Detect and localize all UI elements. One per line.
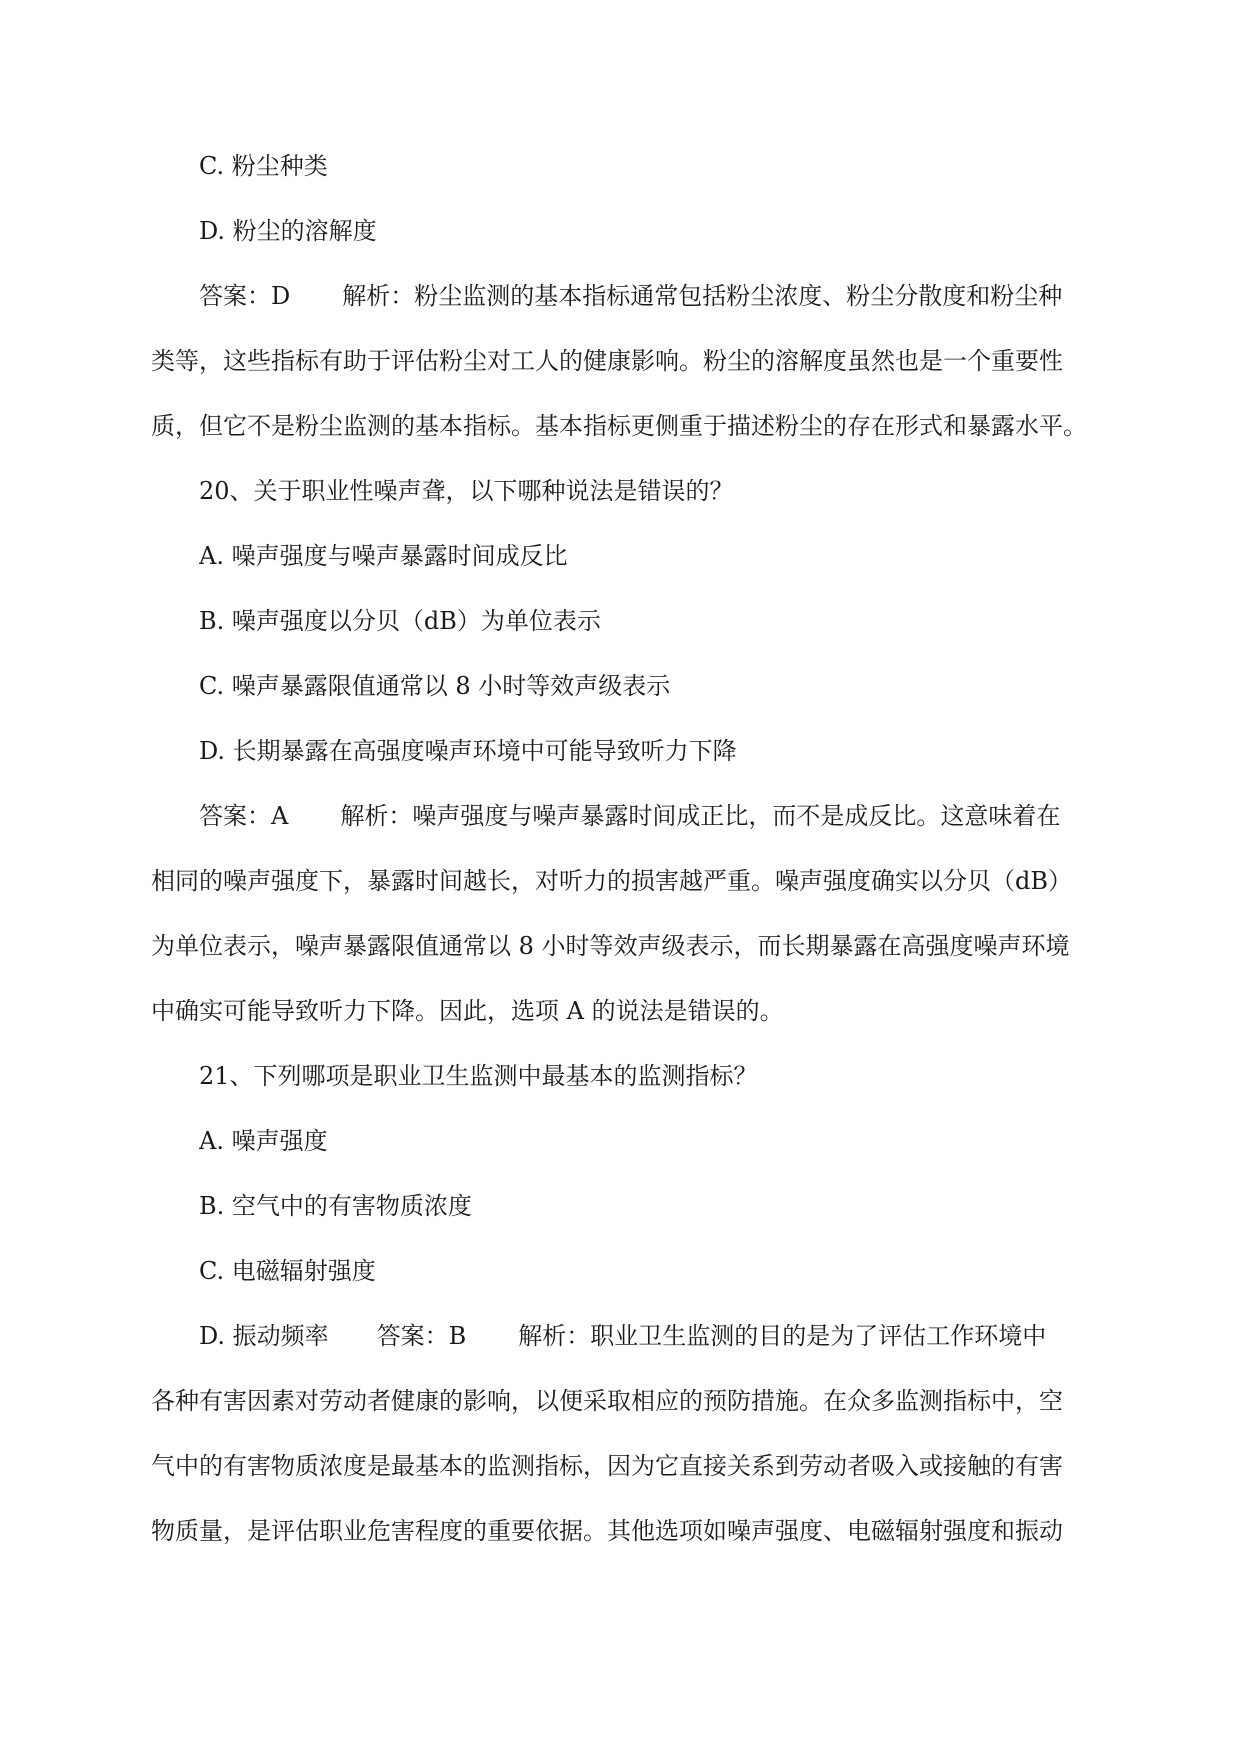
- q20-question: 20、关于职业性噪声聋，以下哪种说法是错误的？: [199, 477, 734, 505]
- q19-analysis-line2: 类等，这些指标有助于评估粉尘对工人的健康影响。粉尘的溶解度虽然也是一个重要性: [151, 347, 1063, 375]
- q21-option-b: B. 空气中的有害物质浓度: [199, 1192, 472, 1220]
- q21-option-a: A. 噪声强度: [199, 1127, 328, 1155]
- q20-option-a: A. 噪声强度与噪声暴露时间成反比: [199, 542, 568, 570]
- q21-option-d-line: [199, 1320, 1091, 1352]
- q20-analysis-line3: 为单位表示，噪声暴露限值通常以 8 小时等效声级表示，而长期暴露在高强度噪声环境: [151, 932, 1070, 960]
- q19-answer: 答案：D: [199, 282, 291, 310]
- q21-analysis-line2: 各种有害因素对劳动者健康的影响，以便采取相应的预防措施。在众多监测指标中，空: [151, 1387, 1063, 1415]
- q19-analysis-line3: 质，但它不是粉尘监测的基本指标。基本指标更侧重于描述粉尘的存在形式和暴露水平。: [151, 412, 1087, 440]
- q20-answer: 答案：A: [199, 802, 289, 830]
- q20-option-c: C. 噪声暴露限值通常以 8 小时等效声级表示: [199, 672, 671, 700]
- q19-option-d: D. 粉尘的溶解度: [199, 217, 377, 245]
- q21-analysis-line1: 解析：职业卫生监测的目的是为了评估工作环境中: [518, 1322, 1047, 1350]
- q20-analysis-line4: 中确实可能导致听力下降。因此，选项 A 的说法是错误的。: [151, 997, 784, 1025]
- q19-analysis-line1: 解析：粉尘监测的基本指标通常包括粉尘浓度、粉尘分散度和粉尘种: [342, 282, 1063, 310]
- q20-option-d: D. 长期暴露在高强度噪声环境中可能导致听力下降: [199, 737, 737, 765]
- q19-option-c: C. 粉尘种类: [199, 152, 328, 180]
- q20-analysis-line1: 解析：噪声强度与噪声暴露时间成正比，而不是成反比。这意味着在: [340, 802, 1061, 830]
- q21-option-d: D. 振动频率: [199, 1322, 329, 1350]
- q21-analysis-line3: 气中的有害物质浓度是最基本的监测指标，因为它直接关系到劳动者吸入或接触的有害: [151, 1452, 1063, 1480]
- q21-option-c: C. 电磁辐射强度: [199, 1257, 376, 1285]
- q20-analysis-line2: 相同的噪声强度下，暴露时间越长，对听力的损害越严重。噪声强度确实以分贝（dB）: [151, 867, 1072, 895]
- q21-answer: 答案：B: [376, 1322, 467, 1350]
- q19-answer-line: [199, 280, 1091, 312]
- q21-analysis-line4: 物质量，是评估职业危害程度的重要依据。其他选项如噪声强度、电磁辐射强度和振动: [151, 1517, 1063, 1545]
- q20-answer-line: [199, 800, 1091, 832]
- q21-question: 21、下列哪项是职业卫生监测中最基本的监测指标？: [199, 1062, 758, 1090]
- q20-option-b: B. 噪声强度以分贝（dB）为单位表示: [199, 607, 601, 635]
